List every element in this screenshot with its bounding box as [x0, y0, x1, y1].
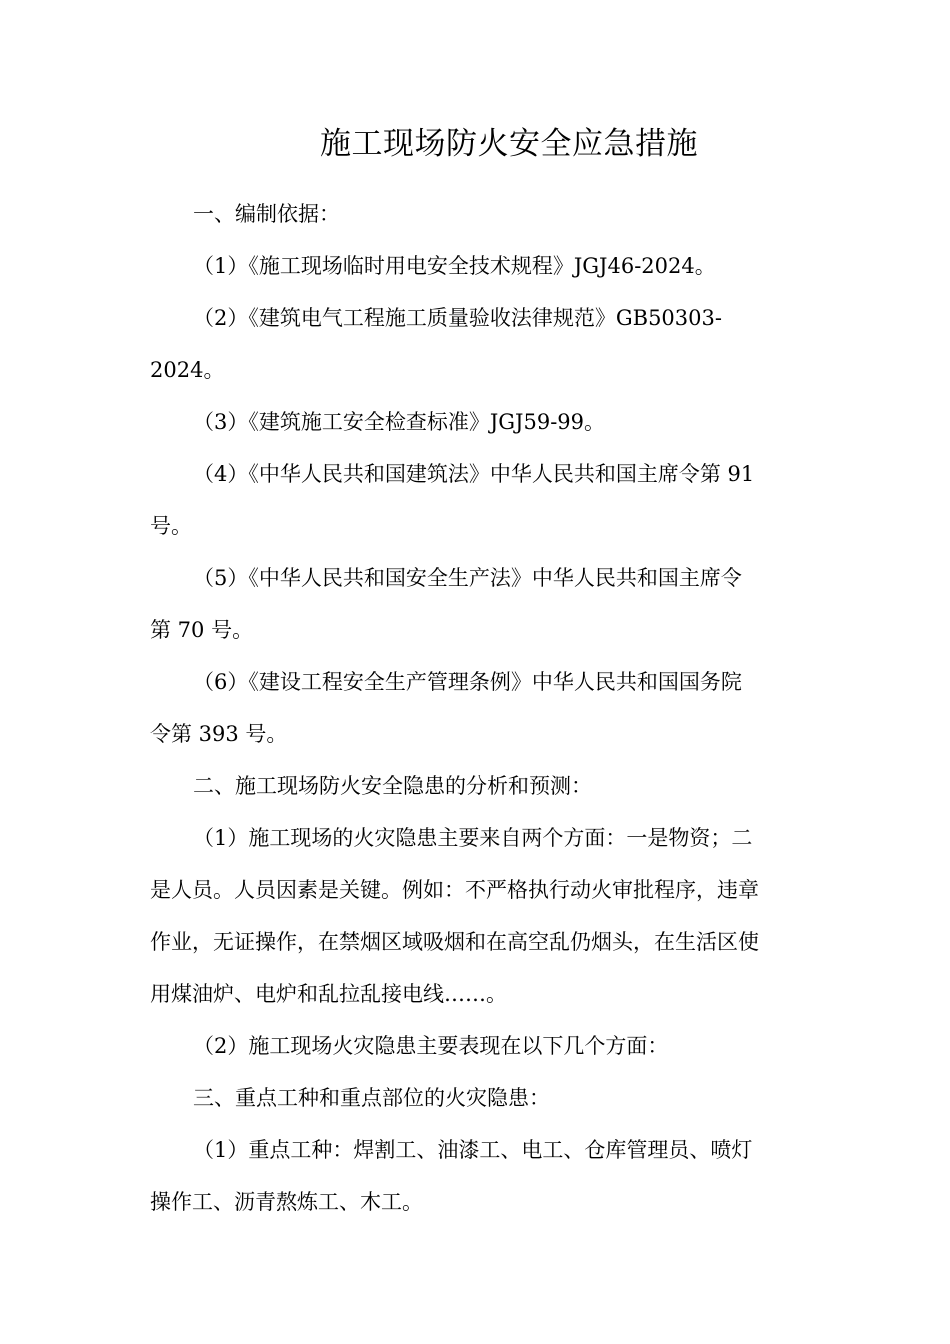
- paragraph-line: （1）重点工种：焊割工、油漆工、电工、仓库管理员、喷灯: [193, 1138, 753, 1162]
- paragraph-line: 三、重点工种和重点部位的火灾隐患：: [193, 1086, 550, 1110]
- document-paragraph: [150, 240, 798, 292]
- paragraph-line: 用煤油炉、电炉和乱拉乱接电线……。: [150, 982, 507, 1006]
- paragraph-line: 一、编制依据：: [193, 202, 340, 226]
- document-paragraph: [150, 1124, 798, 1228]
- paragraph-line: （3）《建筑施工安全检查标准》JGJ59-99。: [193, 410, 606, 434]
- document-paragraph: [150, 396, 798, 448]
- paragraph-line: 2024。: [150, 358, 225, 382]
- paragraph-line: 令第 393 号。: [150, 722, 288, 746]
- document-paragraph: [150, 552, 798, 656]
- paragraph-line: （6）《建设工程安全生产管理条例》中华人民共和国国务院: [193, 670, 742, 694]
- document-paragraph: [150, 760, 798, 812]
- document-paragraph: [150, 1020, 798, 1072]
- document-paragraph: [150, 188, 798, 240]
- paragraph-line: 二、施工现场防火安全隐患的分析和预测：: [193, 774, 592, 798]
- document-title: 施工现场防火安全应急措施: [320, 126, 698, 162]
- paragraph-line: 第 70 号。: [150, 618, 254, 642]
- document-paragraph: [150, 1072, 798, 1124]
- paragraph-line: 是人员。人员因素是关键。例如：不严格执行动火审批程序，违章: [150, 878, 759, 902]
- paragraph-line: （4）《中华人民共和国建筑法》中华人民共和国主席令第 91: [193, 462, 755, 486]
- document-paragraph: [150, 448, 798, 552]
- paragraph-line: （2）《建筑电气工程施工质量验收法律规范》GB50303-: [193, 306, 722, 330]
- document-paragraph: [150, 656, 798, 760]
- paragraph-line: （5）《中华人民共和国安全生产法》中华人民共和国主席令: [193, 566, 742, 590]
- document-paragraph: [150, 812, 798, 1020]
- document-paragraph: [150, 292, 798, 396]
- paragraph-line: 号。: [150, 514, 192, 538]
- paragraph-line: 作业，无证操作，在禁烟区域吸烟和在高空乱仍烟头，在生活区使: [150, 930, 759, 954]
- paragraph-line: （1）《施工现场临时用电安全技术规程》JGJ46-2024。: [193, 254, 716, 278]
- paragraph-line: （2）施工现场火灾隐患主要表现在以下几个方面：: [193, 1034, 669, 1058]
- paragraph-line: 操作工、沥青熬炼工、木工。: [150, 1190, 423, 1214]
- paragraph-line: （1）施工现场的火灾隐患主要来自两个方面：一是物资；二: [193, 826, 753, 850]
